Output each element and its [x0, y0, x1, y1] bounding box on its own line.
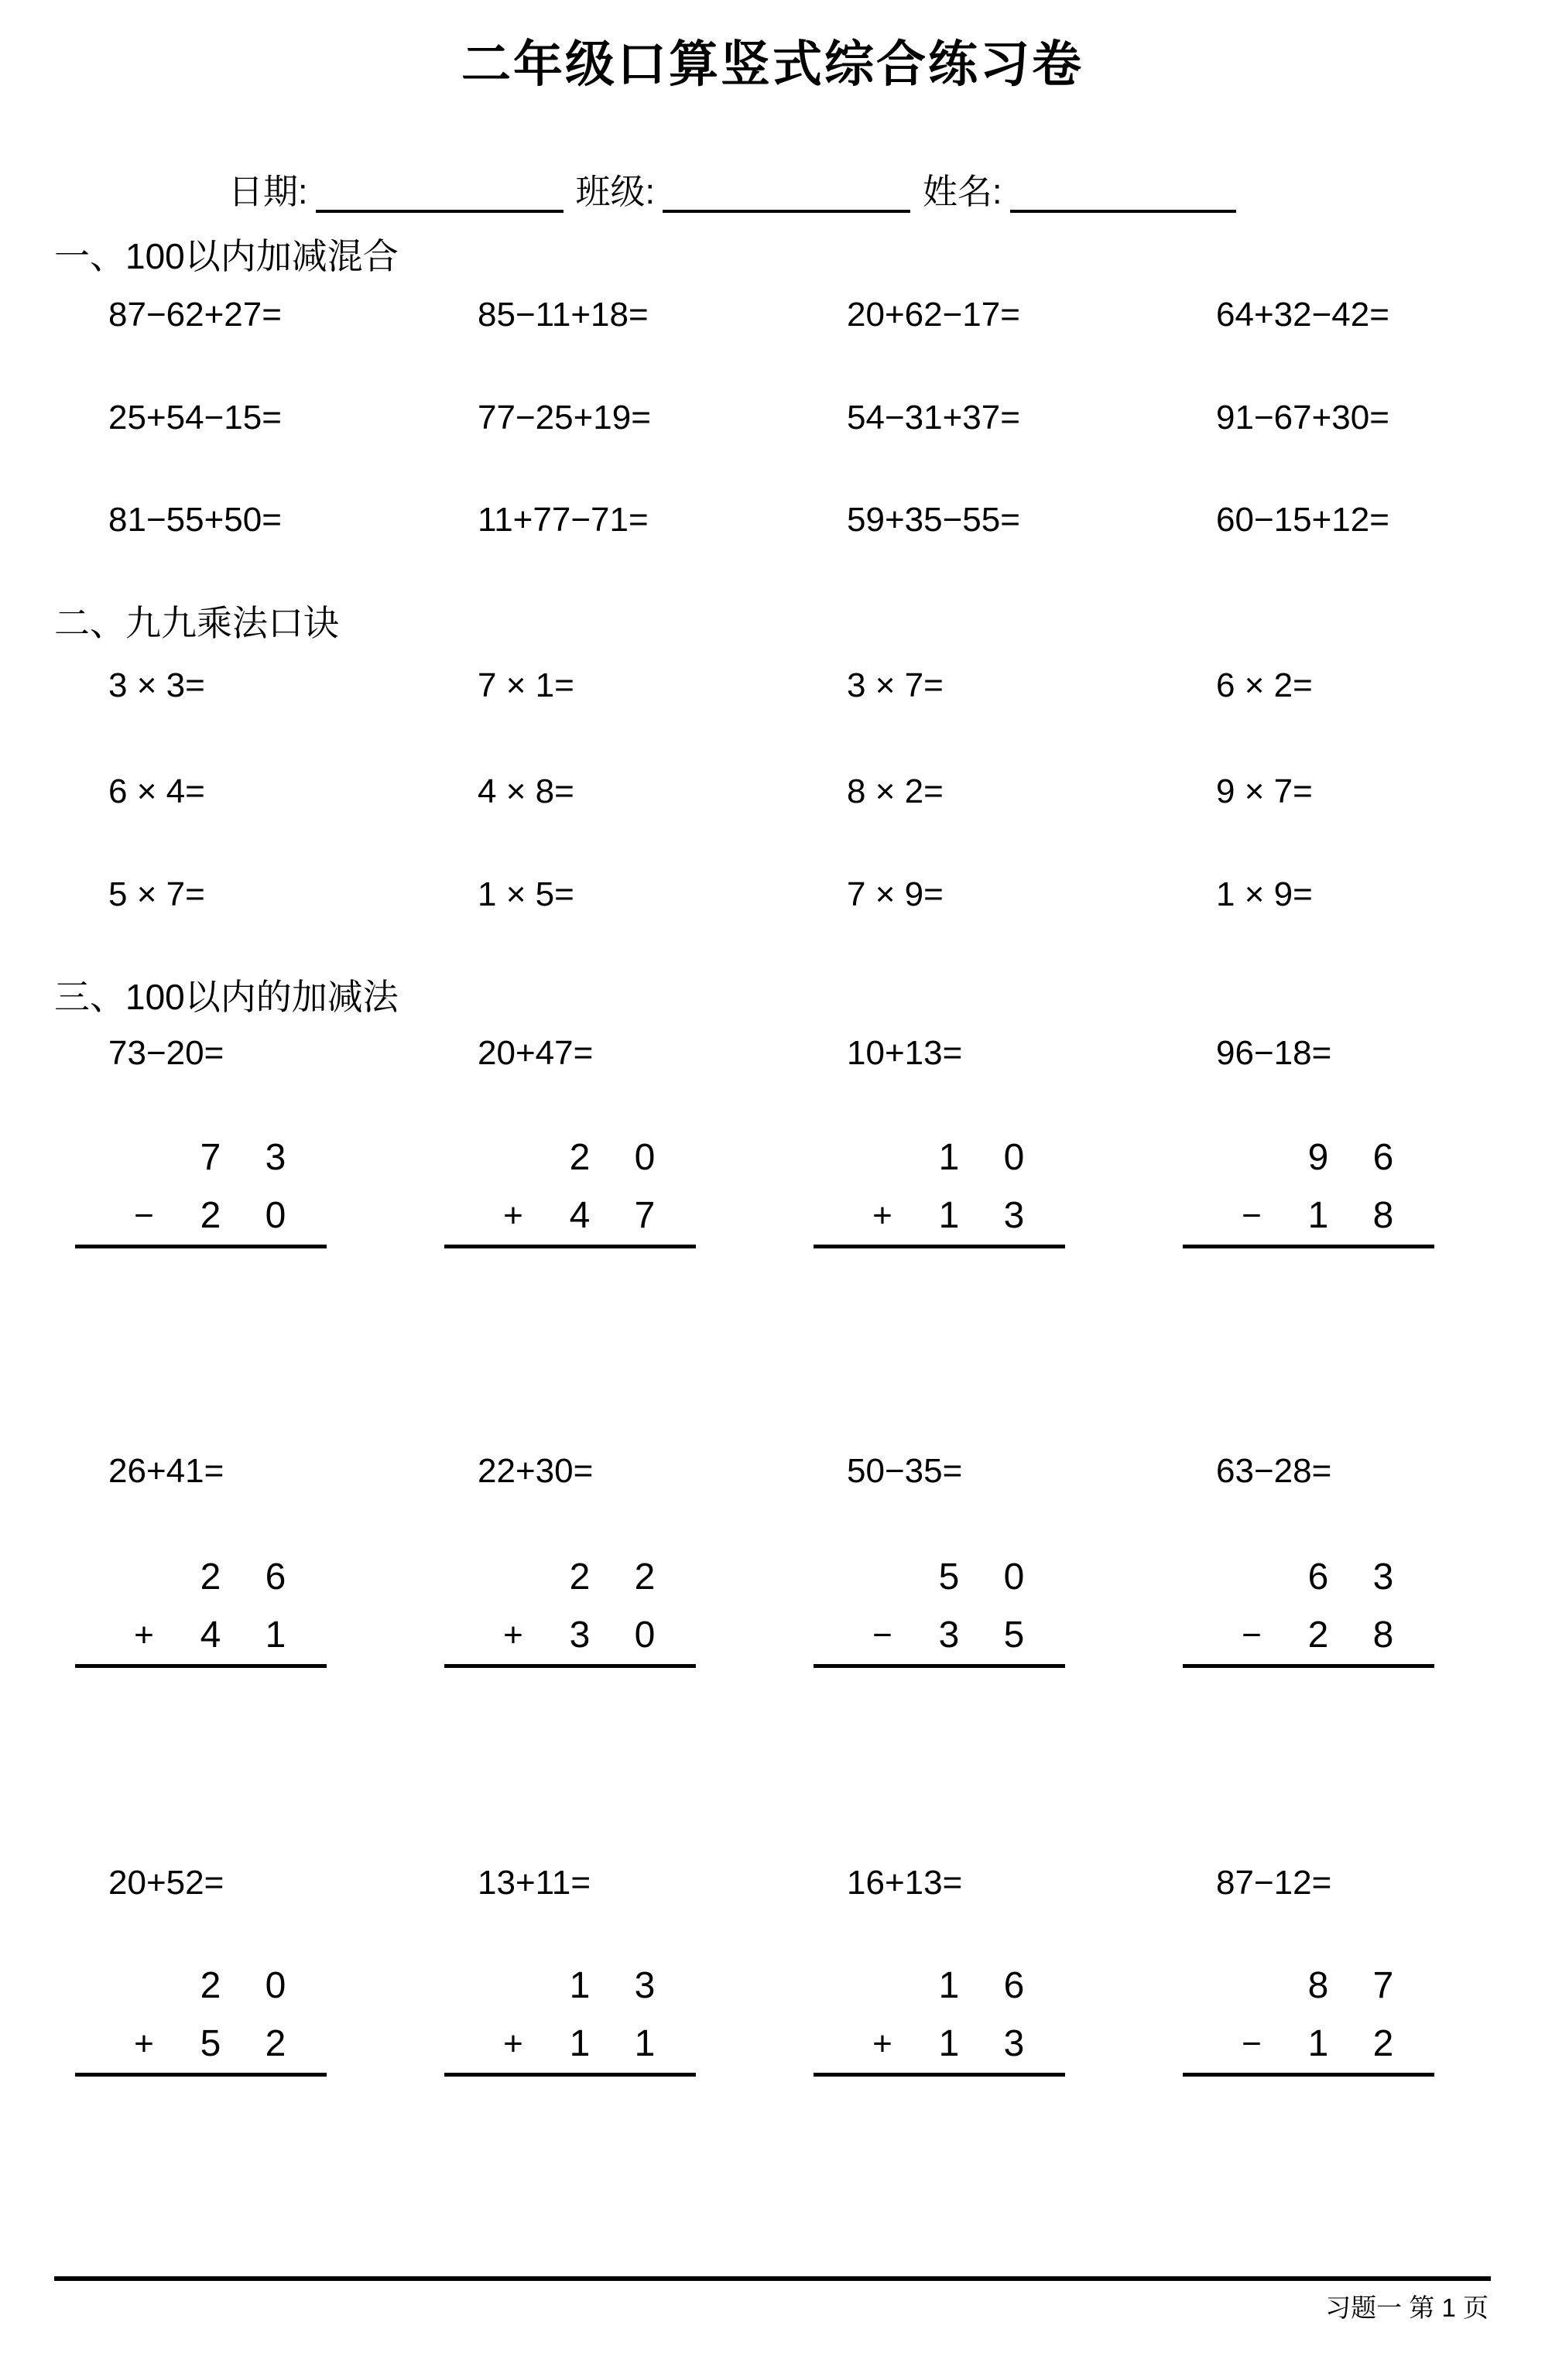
problem-cell: 87−62+27= [108, 296, 282, 334]
equation: 50−35= [847, 1452, 963, 1490]
top-digit: 6 [265, 1556, 286, 1598]
section2-row1 [108, 668, 1545, 704]
problem-cell: 3 × 3= [108, 666, 205, 704]
problem-cell: 85−11+18= [478, 296, 649, 334]
operator-placeholder [1218, 1128, 1286, 1187]
problem-cell: 4 × 8= [478, 772, 574, 810]
top-digit: 3 [634, 1965, 656, 2006]
class-blank-line [663, 179, 910, 213]
date-label: 日期: [228, 172, 308, 211]
problem-cell: 11+77−71= [478, 501, 649, 539]
equation: 13+11= [478, 1864, 591, 1902]
top-digit: 1 [938, 1137, 960, 1178]
bottom-digit: 5 [1003, 1615, 1025, 1656]
bottom-digit: 3 [1003, 1195, 1025, 1236]
top-digit: 7 [1372, 1965, 1394, 2006]
operator-placeholder [479, 1957, 547, 2015]
vertical-problem [75, 1128, 327, 1248]
vertical-problem [814, 1128, 1065, 1248]
operator-placeholder [1218, 1957, 1286, 2015]
vertical-bottom-row [814, 2015, 1065, 2073]
operator-sign: + [503, 1197, 523, 1235]
equation: 26+41= [108, 1452, 224, 1490]
bottom-digit: 3 [1003, 2023, 1025, 2064]
bottom-digit: 1 [265, 1615, 286, 1656]
bottom-digit: 2 [1307, 1615, 1329, 1656]
section1-row1 [108, 297, 1545, 333]
top-digit: 1 [938, 1965, 960, 2006]
page-title: 二年级口算竖式综合练习卷 [461, 36, 1084, 92]
vertical-problem [75, 1957, 327, 2077]
vertical-top-row [814, 1548, 1065, 1606]
top-digit: 8 [1307, 1965, 1329, 2006]
problem-cell: 77−25+19= [478, 399, 651, 437]
bottom-digit: 3 [938, 1615, 960, 1656]
problem-cell: 60−15+12= [1216, 501, 1389, 539]
bottom-digit: 8 [1372, 1615, 1394, 1656]
bottom-digit: 1 [634, 2023, 656, 2064]
footer-divider [54, 2276, 1491, 2281]
problem-cell: 91−67+30= [1216, 399, 1389, 437]
top-digit: 2 [634, 1556, 656, 1598]
section2-row2 [108, 774, 1545, 810]
equation: 73−20= [108, 1034, 224, 1072]
top-digit: 2 [200, 1556, 221, 1598]
operator-sign: + [503, 1616, 523, 1654]
date-blank-line [316, 179, 564, 213]
top-digit: 3 [1372, 1556, 1394, 1598]
problem-cell: 9 × 7= [1216, 772, 1313, 810]
equation: 96−18= [1216, 1034, 1332, 1072]
header-fields [228, 172, 1236, 213]
vertical-problem [814, 1957, 1065, 2077]
operator-placeholder [848, 1957, 916, 2015]
vertical-top-row [1183, 1548, 1434, 1606]
operator-sign: − [134, 1197, 154, 1235]
operator-placeholder [848, 1548, 916, 1606]
operator-sign: − [1242, 1616, 1262, 1654]
top-digit: 6 [1372, 1137, 1394, 1178]
operator-placeholder [110, 1957, 178, 2015]
vertical-problem [1183, 1957, 1434, 2077]
problem-cell: 64+32−42= [1216, 296, 1389, 334]
vertical-bottom-row [75, 1187, 327, 1245]
top-digit: 0 [1003, 1556, 1025, 1598]
operator-sign: − [872, 1616, 892, 1654]
section3-row2-equations [108, 1454, 1545, 1489]
vertical-bottom-row [444, 2015, 696, 2073]
equation: 87−12= [1216, 1864, 1332, 1902]
operator-sign: + [503, 2025, 523, 2063]
vertical-bottom-row [444, 1187, 696, 1245]
vertical-problem [444, 1548, 696, 1668]
name-blank-line [1010, 179, 1236, 213]
problem-cell: 7 × 9= [847, 875, 944, 913]
vertical-problem [444, 1128, 696, 1248]
top-digit: 0 [634, 1137, 656, 1178]
equation: 63−28= [1216, 1452, 1332, 1490]
vertical-bottom-row [1183, 1187, 1434, 1245]
equation: 22+30= [478, 1452, 594, 1490]
equation: 20+47= [478, 1034, 594, 1072]
vertical-problem [75, 1548, 327, 1668]
operator-placeholder [110, 1128, 178, 1187]
vertical-top-row [444, 1548, 696, 1606]
top-digit: 5 [938, 1556, 960, 1598]
vertical-top-row [75, 1128, 327, 1187]
vertical-problem [1183, 1128, 1434, 1248]
section2-heading: 二、九九乘法口诀 [54, 603, 339, 643]
operator-sign: + [134, 1616, 154, 1654]
section3-row1-equations [108, 1036, 1545, 1071]
top-digit: 3 [265, 1137, 286, 1178]
footer-page-label: 习题一 第 1 页 [1325, 2293, 1488, 2322]
problem-cell: 1 × 5= [478, 875, 574, 913]
bottom-digit: 4 [569, 1195, 591, 1236]
bottom-digit: 4 [200, 1615, 221, 1656]
bottom-digit: 0 [634, 1615, 656, 1656]
top-digit: 2 [569, 1556, 591, 1598]
bottom-digit: 3 [569, 1615, 591, 1656]
top-digit: 7 [200, 1137, 221, 1178]
vertical-top-row [444, 1957, 696, 2015]
operator-sign: + [134, 2025, 154, 2063]
vertical-bottom-row [1183, 1606, 1434, 1664]
vertical-top-row [1183, 1957, 1434, 2015]
top-digit: 9 [1307, 1137, 1329, 1178]
problem-cell: 54−31+37= [847, 399, 1020, 437]
section1-row3 [108, 502, 1545, 538]
top-digit: 2 [200, 1965, 221, 2006]
bottom-digit: 1 [569, 2023, 591, 2064]
top-digit: 6 [1003, 1965, 1025, 2006]
problem-cell: 1 × 9= [1216, 875, 1313, 913]
problem-cell: 81−55+50= [108, 501, 282, 539]
equation: 10+13= [847, 1034, 963, 1072]
section2-row3 [108, 877, 1545, 913]
vertical-top-row [75, 1548, 327, 1606]
problem-cell: 59+35−55= [847, 501, 1020, 539]
operator-placeholder [110, 1548, 178, 1606]
equation: 16+13= [847, 1864, 963, 1902]
operator-sign: − [1242, 1197, 1262, 1235]
problem-cell: 8 × 2= [847, 772, 944, 810]
vertical-top-row [75, 1957, 327, 2015]
top-digit: 0 [265, 1965, 286, 2006]
vertical-bottom-row [75, 2015, 327, 2073]
operator-sign: + [872, 1197, 892, 1235]
bottom-digit: 8 [1372, 1195, 1394, 1236]
problem-cell: 5 × 7= [108, 875, 205, 913]
vertical-bottom-row [75, 1606, 327, 1664]
vertical-problem [1183, 1548, 1434, 1668]
operator-sign: − [1242, 2025, 1262, 2063]
bottom-digit: 5 [200, 2023, 221, 2064]
vertical-bottom-row [444, 1606, 696, 1664]
vertical-top-row [444, 1128, 696, 1187]
operator-placeholder [848, 1128, 916, 1187]
section3-row3-equations [108, 1865, 1545, 1901]
section1-heading: 一、100以内加减混合 [54, 236, 399, 276]
class-label: 班级: [575, 172, 656, 211]
problem-cell: 25+54−15= [108, 399, 282, 437]
vertical-top-row [814, 1128, 1065, 1187]
equation: 20+52= [108, 1864, 224, 1902]
problem-cell: 20+62−17= [847, 296, 1020, 334]
vertical-bottom-row [814, 1187, 1065, 1245]
bottom-digit: 2 [200, 1195, 221, 1236]
problem-cell: 3 × 7= [847, 666, 944, 704]
operator-placeholder [479, 1128, 547, 1187]
operator-placeholder [479, 1548, 547, 1606]
problem-cell: 7 × 1= [478, 666, 574, 704]
vertical-problem [444, 1957, 696, 2077]
bottom-digit: 1 [938, 1195, 960, 1236]
operator-placeholder [1218, 1548, 1286, 1606]
section3-heading: 三、100以内的加减法 [54, 977, 399, 1017]
problem-cell: 6 × 2= [1216, 666, 1313, 704]
bottom-digit: 0 [265, 1195, 286, 1236]
vertical-top-row [1183, 1128, 1434, 1187]
top-digit: 2 [569, 1137, 591, 1178]
operator-sign: + [872, 2025, 892, 2063]
top-digit: 1 [569, 1965, 591, 2006]
bottom-digit: 1 [938, 2023, 960, 2064]
bottom-digit: 1 [1307, 2023, 1329, 2064]
problem-cell: 6 × 4= [108, 772, 205, 810]
bottom-digit: 7 [634, 1195, 656, 1236]
top-digit: 6 [1307, 1556, 1329, 1598]
name-label: 姓名: [923, 172, 1002, 211]
vertical-bottom-row [1183, 2015, 1434, 2073]
bottom-digit: 2 [1372, 2023, 1394, 2064]
top-digit: 0 [1003, 1137, 1025, 1178]
vertical-bottom-row [814, 1606, 1065, 1664]
bottom-digit: 2 [265, 2023, 286, 2064]
vertical-top-row [814, 1957, 1065, 2015]
bottom-digit: 1 [1307, 1195, 1329, 1236]
section1-row2 [108, 400, 1545, 436]
vertical-problem [814, 1548, 1065, 1668]
